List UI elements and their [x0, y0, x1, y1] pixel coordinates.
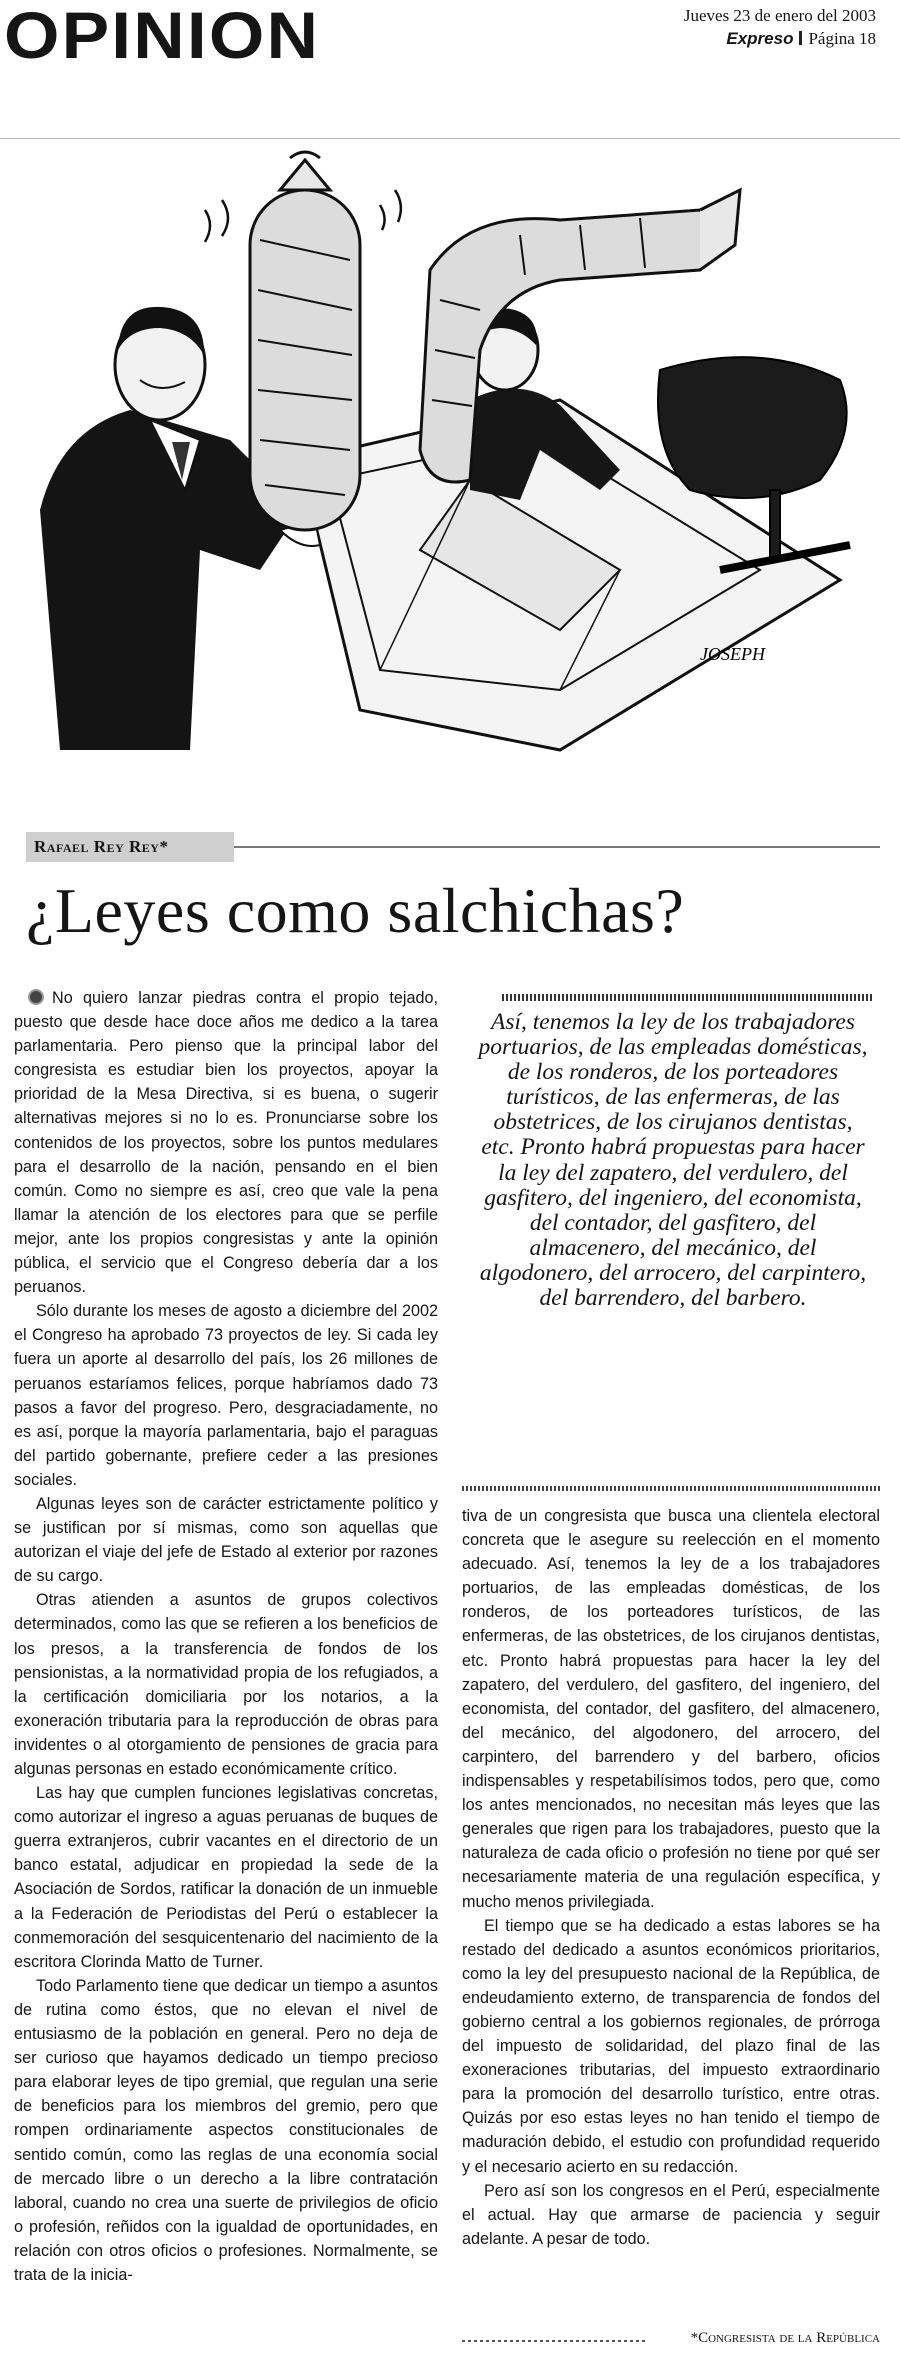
pullquote-rule-bottom	[462, 1486, 880, 1491]
illustrator-signature: JOSEPH	[700, 644, 765, 664]
article-headline: ¿Leyes como salchichas?	[26, 875, 685, 946]
header-rule	[0, 138, 900, 139]
pullquote-rule-top	[502, 994, 872, 1001]
footnote-rule	[462, 2340, 646, 2342]
author-footnote: *Congresista de la República	[690, 2330, 880, 2346]
paragraph-9: Pero así son los congresos en el Perú, especialmente el actual. Hay que armarse de paciencia y seguir adelante. A pesar de todo.	[462, 2181, 880, 2248]
newspaper-name: Expreso	[726, 29, 794, 48]
page-number: Página 18	[808, 29, 876, 48]
pullquote: Así, tenemos la ley de los trabajadores portuarios, de las empleadas domésticas, de los ronderos, de los porteadores turísticos, de las enfermeras, de las obstetrices, de los cirujanos dentistas, etc. Pronto habrá propuestas para hacer la ley del zapatero, del verdulero, del gasfitero, del ingeniero, del economista, del contador, del gasfitero, del almacenero, del mecánico, del algodonero, del arrocero, del carpintero, del barrendero, del barbero.	[478, 1009, 868, 1312]
paragraph-4: Otras atienden a asuntos de grupos colectivos determinados, como las que se refieren a los beneficios de los presos, a la transferencia de fondos de los pensionistas, a la normatividad propia de los refugiados, a la certificación domiciliaria por los notarios, a la exoneración tributaria para la reproducción de obras para invidentes o al otorgamiento de pensiones de gracia para algunas personas en estado económicamente crítico.	[14, 1591, 438, 1778]
issue-date: Jueves 23 de enero del 2003	[683, 6, 876, 25]
cartoon-illustration	[0, 150, 900, 770]
paper-line	[684, 27, 876, 50]
lead-bullet-icon	[28, 989, 44, 1005]
byline-rule	[234, 846, 880, 848]
paragraph-7: tiva de un congresista que busca una clientela electoral concreta que le asegure su reelección en el momento adecuado. Así, tenemos la ley de a los trabajadores portuarios, de las empleadas domésticas, de los ronderos, de los porteadores turísticos, de las enfermeras, de las obstetrices, de los cirujanos dentistas, etc. Pronto habrá propuestas para hacer la ley del zapatero, del verdulero, del gasfitero, del ingeniero, del economista, del contador, del gasfitero, del almacenero, del mecánico, del algodonero, del arrocero, del carpintero, del barrendero y del barbero, oficios indispensables y respetabilísimos todos, pero que, como los antes mencionados, no necesitan más leyes que las generales que rigen para los trabajadores, puesto que la naturaleza de cada oficio o profesión no tiene por qué ser necesariamente materia de una regulación específica, y mucho menos privilegiada.	[462, 1507, 880, 1911]
sausage-bundle-left	[250, 152, 360, 530]
paragraph-2: Sólo durante los meses de agosto a diciembre del 2002 el Congreso ha aprobado 73 proyectos de ley. Si cada ley fuera un aporte al desarrollo del país, los 26 millones de peruanos estaríamos felices, porque habríamos dado 73 pasos a favor del progreso. Pero, desgraciadamente, no es así, porque la mayoría parlamentaria, bajo el paraguas del partido gobernante, prefiere ceder a las presiones sociales.	[14, 1302, 438, 1489]
paragraph-1	[14, 986, 438, 1299]
paragraph-3: Algunas leyes son de carácter estrictamente político y se justifican por sí mismas, como son aquellas que autorizan el viaje del jefe de Estado al exterior por razones de su cargo.	[14, 1494, 438, 1586]
paragraph-5: Las hay que cumplen funciones legislativas concretas, como autorizar el ingreso a aguas peruanas de buques de guerra extranjeros, cubrir vacantes en el directorio de un banco estatal, adjudicar en propiedad la sede de la Asociación de Sordos, ratificar la donación de un inmueble a la Federación de Periodistas del Perú o establecer la conmemoración del sesquicentenario del nacimiento de la escritora Clorinda Matto de Turner.	[14, 1784, 438, 1971]
article-column-2	[462, 1504, 880, 2251]
article-column-1	[14, 986, 438, 2287]
issue-meta	[684, 4, 876, 50]
section-title: OPINION	[4, 0, 321, 72]
meta-separator	[799, 31, 802, 45]
paragraph-6: Todo Parlamento tiene que dedicar un tiempo a asuntos de rutina como éstos, que no elevan el nivel de entusiasmo de la población en general. Pero no deja de ser curioso que hayamos dedicado un tiempo precioso para elaborar leyes de tipo gremial, que regulan una serie de beneficios para los miembros del gremio, pero que rompen ordinariamente aspectos constitucionales de sentido común, como las reglas de una economía social de mercado libre o un derecho a la libre contratación laboral, cuando no crea una suerte de privilegios de oficio o profesión, reñidos con la igualdad de oportunidades, en relación con otros oficios o profesiones. Normalmente, se trata de la inicia-	[14, 1976, 438, 2284]
paragraph-text: No quiero lanzar piedras contra el propio tejado, puesto que desde hace doce años me dedico a la tarea parlamentaria. Pero pienso que la principal labor del congresista es estudiar bien los proyectos, apoyar la prioridad de la Mesa Directiva, si es buena, o sugerir alternativas mejores si no lo es. Pronunciarse sobre los contenidos de los proyectos, sobre los puntos medulares para el desarrollo de la nación, pensando en el bien común. Como no siempre es así, creo que vale la pena llamar la atención de los electores para que se perfile mejor, ante los propios congresistas y ante la opinión pública, el servicio que el Congreso debería dar a los peruanos.	[14, 989, 438, 1297]
paragraph-8: El tiempo que se ha dedicado a estas labores se ha restado del dedicado a asuntos económicos prioritarios, como la ley del presupuesto nacional de la República, de endeudamiento externo, de transparencia de fondos del gobierno central a los gobiernos regionales, de prórroga del impuesto de solidaridad, del plazo final de las exoneraciones tributarias, del impuesto extraordinario para la promoción del desarrollo turístico, entre otras. Quizás por eso estas leyes no han tenido el tiempo de maduración debido, el estudio con profundidad requerido y el necesario acierto en su redacción.	[462, 1916, 880, 2176]
author-byline: Rafael Rey Rey*	[26, 832, 234, 862]
